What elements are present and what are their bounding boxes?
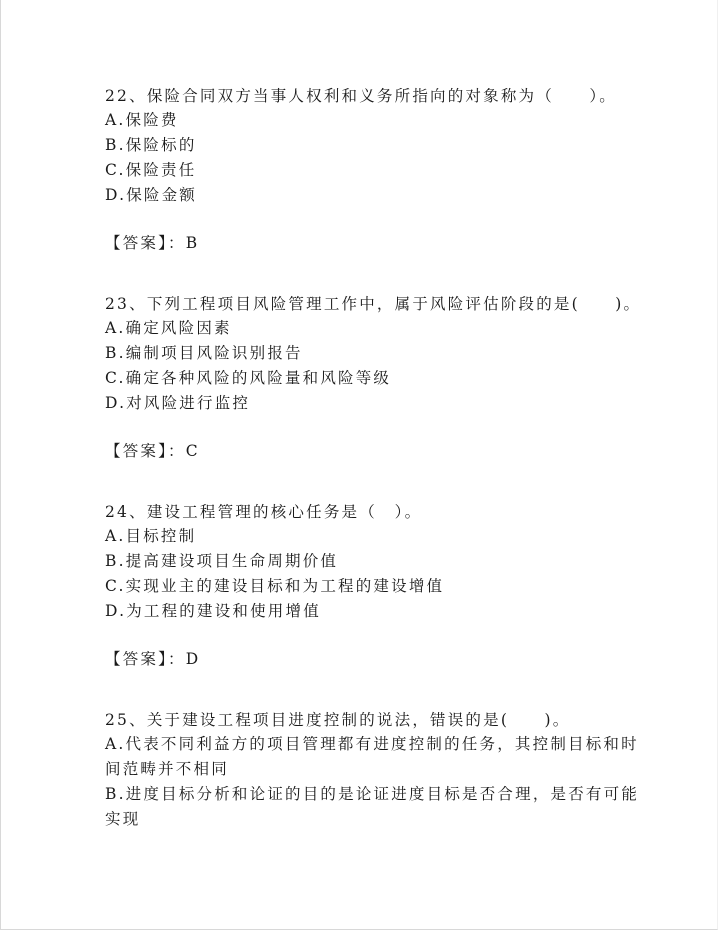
question-23-text: 23、下列工程项目风险管理工作中，属于风险评估阶段的是( )。 xyxy=(105,295,642,313)
question-23-option-b: B.编制项目风险识别报告 xyxy=(105,344,303,362)
question-22-option-d: D.保险金额 xyxy=(105,186,198,204)
question-24-option-a: A.目标控制 xyxy=(105,527,197,545)
question-24-option-c: C.实现业主的建设目标和为工程的建设增值 xyxy=(105,577,445,595)
question-24-option-b: B.提高建设项目生命周期价值 xyxy=(105,552,339,570)
question-23-option-c: C.确定各种风险的风险量和风险等级 xyxy=(105,369,392,387)
question-22-option-a: A.保险费 xyxy=(105,111,179,129)
question-25-text: 25、关于建设工程项目进度控制的说法，错误的是( )。 xyxy=(105,711,571,729)
question-24-option-d: D.为工程的建设和使用增值 xyxy=(105,602,321,620)
question-23-option-a: A.确定风险因素 xyxy=(105,319,232,337)
question-25-option-a-continued: 间范畴并不相同 xyxy=(105,760,229,778)
question-25-option-b-continued: 实现 xyxy=(105,810,141,828)
question-22-option-c: C.保险责任 xyxy=(105,161,197,179)
question-25-option-a: A.代表不同利益方的项目管理都有进度控制的任务，其控制目标和时 xyxy=(105,735,639,753)
question-22-answer: 【答案】：B xyxy=(105,234,200,252)
question-24-text: 24、建设工程管理的核心任务是（ ）。 xyxy=(105,503,423,521)
question-24-answer: 【答案】：D xyxy=(105,650,201,668)
question-25-option-b: B.进度目标分析和论证的目的是论证进度目标是否合理，是否有可能 xyxy=(105,785,640,803)
question-23-answer: 【答案】：C xyxy=(105,442,200,460)
question-23-option-d: D.对风险进行监控 xyxy=(105,394,251,412)
question-22-text: 22、保险合同双方当事人权利和义务所指向的对象称为（ ）。 xyxy=(105,87,617,105)
question-22-option-b: B.保险标的 xyxy=(105,136,197,154)
